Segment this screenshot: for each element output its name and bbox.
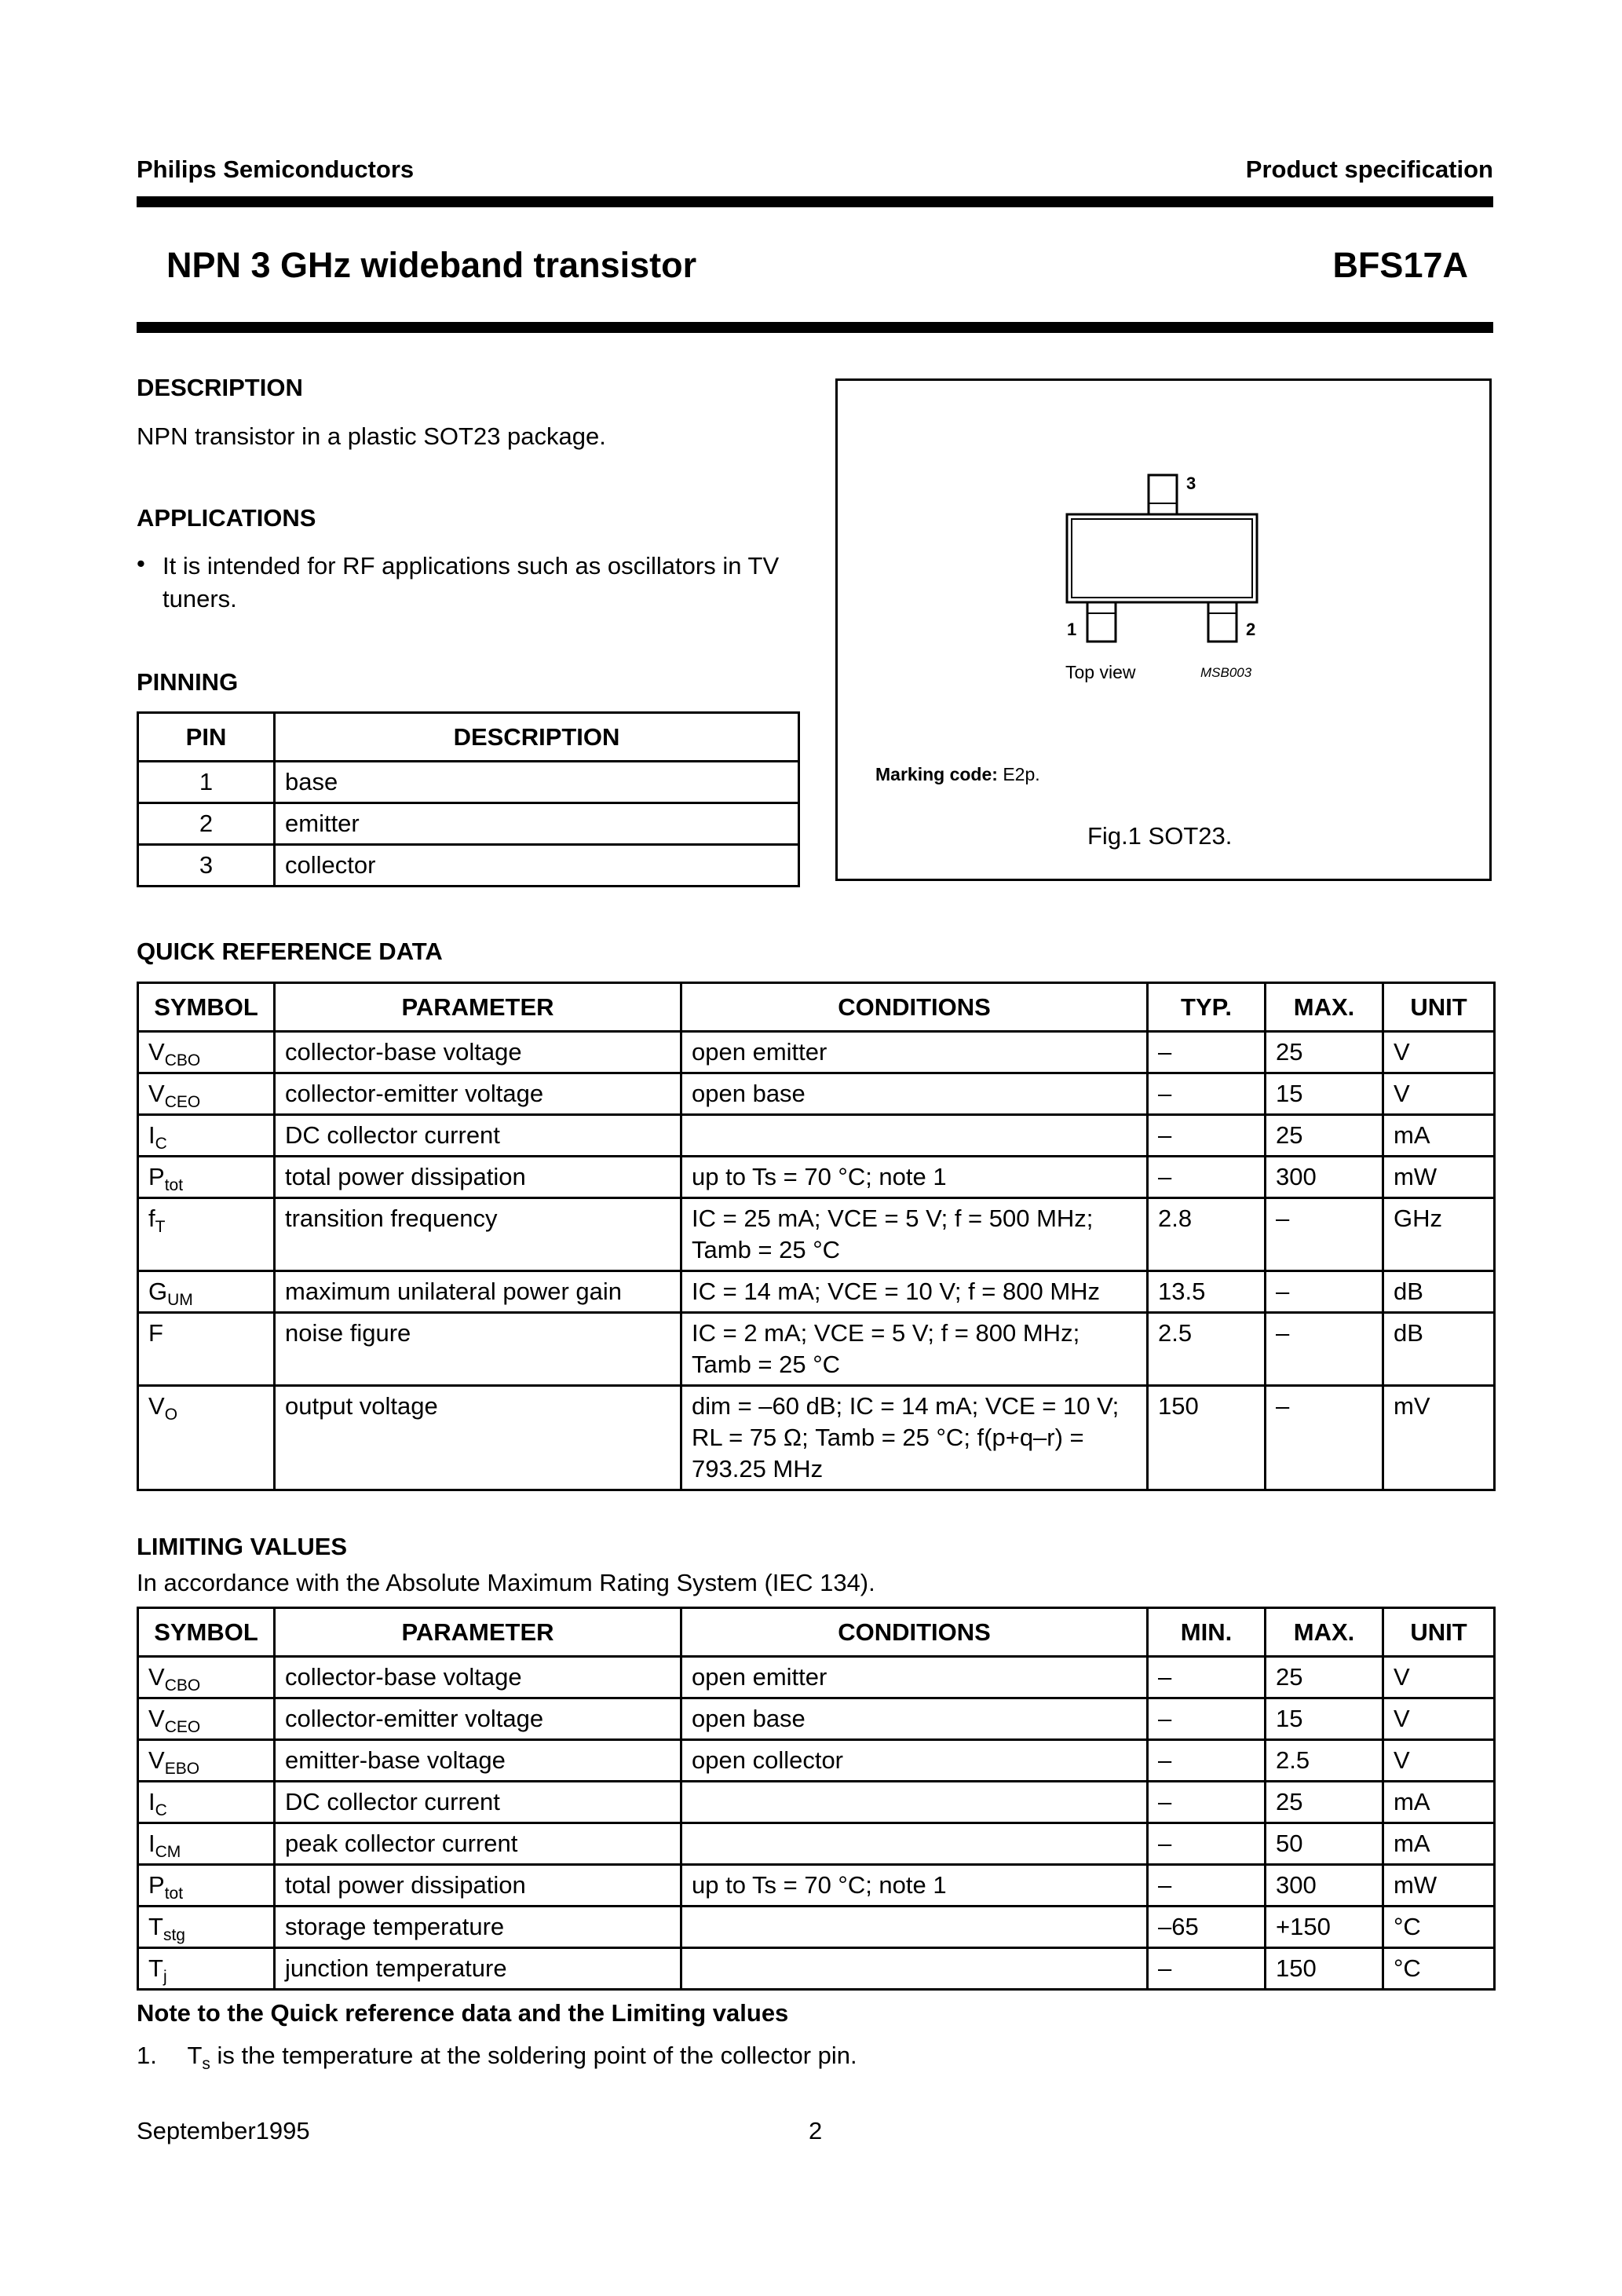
- unit-cell: mA: [1383, 1823, 1495, 1865]
- symbol-cell: [138, 1032, 275, 1073]
- footer-date: September1995: [137, 2117, 310, 2144]
- symbol-main: I: [148, 1788, 155, 1815]
- limiting-table: [137, 1607, 1496, 1991]
- pin1-label: 1: [1067, 620, 1077, 639]
- min-cell: –: [1148, 1865, 1266, 1907]
- description-heading: DESCRIPTION: [137, 374, 303, 401]
- table-row: [138, 1386, 1495, 1490]
- symbol-cell: [138, 1823, 275, 1865]
- parameter-cell: emitter-base voltage: [275, 1740, 681, 1782]
- table-row: [138, 762, 799, 803]
- parameter-cell: total power dissipation: [275, 1157, 681, 1198]
- description-col-header: DESCRIPTION: [275, 713, 799, 762]
- unit-cell: °C: [1383, 1907, 1495, 1948]
- table-row: [138, 1865, 1495, 1907]
- conditions-cell: IC = 2 mA; VCE = 5 V; f = 800 MHz; Tamb = 25 °C: [681, 1313, 1148, 1386]
- symbol-cell: [138, 1198, 275, 1271]
- symbol-sub: O: [164, 1406, 178, 1424]
- bullet-icon: •: [137, 550, 145, 577]
- parameter-cell: maximum unilateral power gain: [275, 1271, 681, 1313]
- symbol-sub: CM: [155, 1843, 181, 1861]
- symbol-cell: [138, 1907, 275, 1948]
- note-heading: Note to the Quick reference data and the Limiting values: [137, 1999, 789, 2027]
- symbol-main: T: [148, 1913, 163, 1940]
- parameter-col-header: PARAMETER: [275, 1608, 681, 1657]
- conditions-col-header: CONDITIONS: [681, 983, 1148, 1032]
- max-cell: –: [1266, 1271, 1383, 1313]
- pin-number: 2: [138, 803, 275, 845]
- table-row: [138, 1907, 1495, 1948]
- unit-cell: dB: [1383, 1271, 1495, 1313]
- conditions-cell: dim = –60 dB; IC = 14 mA; VCE = 10 V; RL = 75 Ω; Tamb = 25 °C; f(p+q–r) = 793.25 MHz: [681, 1386, 1148, 1490]
- symbol-main: V: [148, 1038, 165, 1066]
- table-row: [138, 1948, 1495, 1990]
- pin-description: collector: [275, 845, 799, 887]
- symbol-main: V: [148, 1080, 165, 1107]
- max-cell: 15: [1266, 1698, 1383, 1740]
- symbol-cell: [138, 1313, 275, 1386]
- unit-cell: dB: [1383, 1313, 1495, 1386]
- symbol-cell: [138, 1865, 275, 1907]
- table-row: [138, 1657, 1495, 1698]
- conditions-cell: IC = 25 mA; VCE = 5 V; f = 500 MHz; Tamb = 25 °C: [681, 1198, 1148, 1271]
- figure-caption: Fig.1 SOT23.: [1087, 822, 1233, 850]
- max-cell: –: [1266, 1386, 1383, 1490]
- max-cell: 25: [1266, 1032, 1383, 1073]
- typ-cell: 150: [1148, 1386, 1266, 1490]
- min-cell: –: [1148, 1948, 1266, 1990]
- table-row: [138, 1115, 1495, 1157]
- parameter-cell: storage temperature: [275, 1907, 681, 1948]
- header-rule: [137, 196, 1493, 207]
- symbol-main: P: [148, 1163, 165, 1190]
- symbol-sub: C: [155, 1135, 167, 1153]
- table-row: [138, 1313, 1495, 1386]
- symbol-cell: [138, 1115, 275, 1157]
- marking-code: [875, 764, 1040, 785]
- table-row: [138, 1032, 1495, 1073]
- symbol-main: f: [148, 1205, 155, 1232]
- pin-number: 1: [138, 762, 275, 803]
- conditions-cell: up to Ts = 70 °C; note 1: [681, 1865, 1148, 1907]
- quick-ref-heading: QUICK REFERENCE DATA: [137, 938, 443, 965]
- parameter-cell: DC collector current: [275, 1115, 681, 1157]
- unit-cell: mW: [1383, 1865, 1495, 1907]
- page-number: 2: [809, 2117, 823, 2144]
- symbol-main: I: [148, 1830, 155, 1857]
- typ-cell: –: [1148, 1032, 1266, 1073]
- table-row: [138, 1271, 1495, 1313]
- parameter-cell: DC collector current: [275, 1782, 681, 1823]
- unit-cell: V: [1383, 1657, 1495, 1698]
- figure-code: MSB003: [1200, 665, 1252, 680]
- conditions-cell: IC = 14 mA; VCE = 10 V; f = 800 MHz: [681, 1271, 1148, 1313]
- pin2-label: 2: [1246, 620, 1256, 639]
- parameter-cell: transition frequency: [275, 1198, 681, 1271]
- quick-ref-table: [137, 982, 1496, 1491]
- pinning-heading: PINNING: [137, 668, 239, 696]
- figure-box: [835, 378, 1492, 881]
- parameter-cell: collector-emitter voltage: [275, 1073, 681, 1115]
- max-cell: 25: [1266, 1782, 1383, 1823]
- symbol-sub: T: [155, 1218, 166, 1236]
- min-cell: –: [1148, 1740, 1266, 1782]
- company-name: Philips Semiconductors: [137, 155, 415, 183]
- max-cell: 2.5: [1266, 1740, 1383, 1782]
- symbol-cell: [138, 1782, 275, 1823]
- parameter-cell: junction temperature: [275, 1948, 681, 1990]
- max-cell: +150: [1266, 1907, 1383, 1948]
- conditions-cell: up to Ts = 70 °C; note 1: [681, 1157, 1148, 1198]
- note-item: [137, 2042, 857, 2073]
- symbol-sub: EBO: [164, 1760, 200, 1778]
- marking-code-value: E2p.: [1003, 764, 1040, 784]
- symbol-sub: CBO: [164, 1676, 201, 1695]
- symbol-sub: CEO: [164, 1093, 201, 1111]
- max-cell: –: [1266, 1198, 1383, 1271]
- conditions-cell: [681, 1115, 1148, 1157]
- pin-description: emitter: [275, 803, 799, 845]
- typ-col-header: TYP.: [1148, 983, 1266, 1032]
- table-row: [138, 1782, 1495, 1823]
- symbol-cell: [138, 1386, 275, 1490]
- parameter-cell: collector-base voltage: [275, 1657, 681, 1698]
- conditions-cell: [681, 1907, 1148, 1948]
- typ-cell: 2.8: [1148, 1198, 1266, 1271]
- min-cell: –: [1148, 1782, 1266, 1823]
- symbol-main: P: [148, 1871, 165, 1899]
- symbol-main: V: [148, 1705, 165, 1732]
- table-row: [138, 1740, 1495, 1782]
- conditions-cell: [681, 1823, 1148, 1865]
- conditions-cell: open base: [681, 1073, 1148, 1115]
- doc-type: Product specification: [1245, 155, 1493, 183]
- max-cell: 15: [1266, 1073, 1383, 1115]
- min-cell: –65: [1148, 1907, 1266, 1948]
- table-row: [138, 1698, 1495, 1740]
- typ-cell: –: [1148, 1115, 1266, 1157]
- symbol-sub: CEO: [164, 1718, 201, 1736]
- max-cell: 300: [1266, 1865, 1383, 1907]
- table-row: [138, 1823, 1495, 1865]
- max-cell: 25: [1266, 1115, 1383, 1157]
- parameter-cell: collector-base voltage: [275, 1032, 681, 1073]
- min-col-header: MIN.: [1148, 1608, 1266, 1657]
- max-cell: 50: [1266, 1823, 1383, 1865]
- max-cell: 300: [1266, 1157, 1383, 1198]
- title-rule: [137, 322, 1493, 333]
- applications-item: It is intended for RF applications such as oscillators in TV tuners.: [163, 552, 780, 612]
- symbol-sub: tot: [164, 1176, 184, 1194]
- conditions-cell: open base: [681, 1698, 1148, 1740]
- symbol-sub: UM: [167, 1291, 193, 1309]
- pinning-table: [137, 711, 800, 887]
- unit-cell: mA: [1383, 1782, 1495, 1823]
- parameter-cell: collector-emitter voltage: [275, 1698, 681, 1740]
- symbol-cell: [138, 1657, 275, 1698]
- table-row: [138, 1198, 1495, 1271]
- symbol-main: V: [148, 1392, 165, 1420]
- pin-number: 3: [138, 845, 275, 887]
- symbol-cell: [138, 1698, 275, 1740]
- min-cell: –: [1148, 1698, 1266, 1740]
- symbol-main: V: [148, 1663, 165, 1691]
- parameter-cell: noise figure: [275, 1313, 681, 1386]
- symbol-main: I: [148, 1121, 155, 1149]
- table-row: [138, 845, 799, 887]
- limiting-heading: LIMITING VALUES: [137, 1533, 348, 1560]
- table-row: [138, 1157, 1495, 1198]
- note-number: 1.: [137, 2042, 157, 2069]
- limiting-intro: In accordance with the Absolute Maximum Rating System (IEC 134).: [137, 1569, 875, 1596]
- conditions-cell: open emitter: [681, 1657, 1148, 1698]
- note-symbol-sub: s: [202, 2055, 210, 2073]
- unit-col-header: UNIT: [1383, 983, 1495, 1032]
- symbol-cell: [138, 1271, 275, 1313]
- max-col-header: MAX.: [1266, 1608, 1383, 1657]
- typ-cell: 13.5: [1148, 1271, 1266, 1313]
- note-text: is the temperature at the soldering point of the collector pin.: [210, 2042, 857, 2069]
- table-row: [138, 1073, 1495, 1115]
- unit-cell: V: [1383, 1032, 1495, 1073]
- conditions-cell: [681, 1782, 1148, 1823]
- unit-cell: V: [1383, 1698, 1495, 1740]
- sot23-package-diagram: [838, 381, 1489, 879]
- conditions-col-header: CONDITIONS: [681, 1608, 1148, 1657]
- max-col-header: MAX.: [1266, 983, 1383, 1032]
- unit-cell: GHz: [1383, 1198, 1495, 1271]
- max-cell: –: [1266, 1313, 1383, 1386]
- parameter-cell: output voltage: [275, 1386, 681, 1490]
- conditions-cell: open collector: [681, 1740, 1148, 1782]
- part-number: BFS17A: [1332, 245, 1468, 285]
- pin-col-header: PIN: [138, 713, 275, 762]
- symbol-main: G: [148, 1278, 168, 1305]
- parameter-cell: total power dissipation: [275, 1865, 681, 1907]
- symbol-sub: stg: [163, 1926, 185, 1944]
- symbol-main: V: [148, 1746, 165, 1774]
- top-view-label: Top view: [1065, 662, 1136, 682]
- pin-description: base: [275, 762, 799, 803]
- symbol-sub: CBO: [164, 1051, 201, 1069]
- unit-cell: °C: [1383, 1948, 1495, 1990]
- unit-col-header: UNIT: [1383, 1608, 1495, 1657]
- symbol-main: F: [148, 1319, 163, 1347]
- symbol-cell: [138, 1740, 275, 1782]
- description-text: NPN transistor in a plastic SOT23 package.: [137, 422, 606, 450]
- unit-cell: V: [1383, 1073, 1495, 1115]
- typ-cell: –: [1148, 1157, 1266, 1198]
- page-title: NPN 3 GHz wideband transistor: [166, 245, 697, 285]
- symbol-cell: [138, 1948, 275, 1990]
- symbol-cell: [138, 1073, 275, 1115]
- symbol-sub: tot: [164, 1885, 184, 1903]
- unit-cell: mA: [1383, 1115, 1495, 1157]
- parameter-cell: peak collector current: [275, 1823, 681, 1865]
- pin3-label: 3: [1186, 473, 1196, 493]
- unit-cell: V: [1383, 1740, 1495, 1782]
- min-cell: –: [1148, 1657, 1266, 1698]
- min-cell: –: [1148, 1823, 1266, 1865]
- symbol-main: T: [148, 1954, 163, 1982]
- typ-cell: 2.5: [1148, 1313, 1266, 1386]
- symbol-cell: [138, 1157, 275, 1198]
- max-cell: 150: [1266, 1948, 1383, 1990]
- max-cell: 25: [1266, 1657, 1383, 1698]
- note-symbol: [187, 2042, 210, 2073]
- unit-cell: mV: [1383, 1386, 1495, 1490]
- symbol-col-header: SYMBOL: [138, 1608, 275, 1657]
- typ-cell: –: [1148, 1073, 1266, 1115]
- applications-heading: APPLICATIONS: [137, 504, 316, 532]
- table-row: [138, 803, 799, 845]
- note-symbol-main: T: [187, 2042, 203, 2069]
- symbol-sub: C: [155, 1801, 167, 1819]
- parameter-col-header: PARAMETER: [275, 983, 681, 1032]
- symbol-sub: j: [163, 1968, 167, 1986]
- conditions-cell: open emitter: [681, 1032, 1148, 1073]
- symbol-col-header: SYMBOL: [138, 983, 275, 1032]
- marking-code-label: Marking code:: [875, 764, 998, 784]
- unit-cell: mW: [1383, 1157, 1495, 1198]
- conditions-cell: [681, 1948, 1148, 1990]
